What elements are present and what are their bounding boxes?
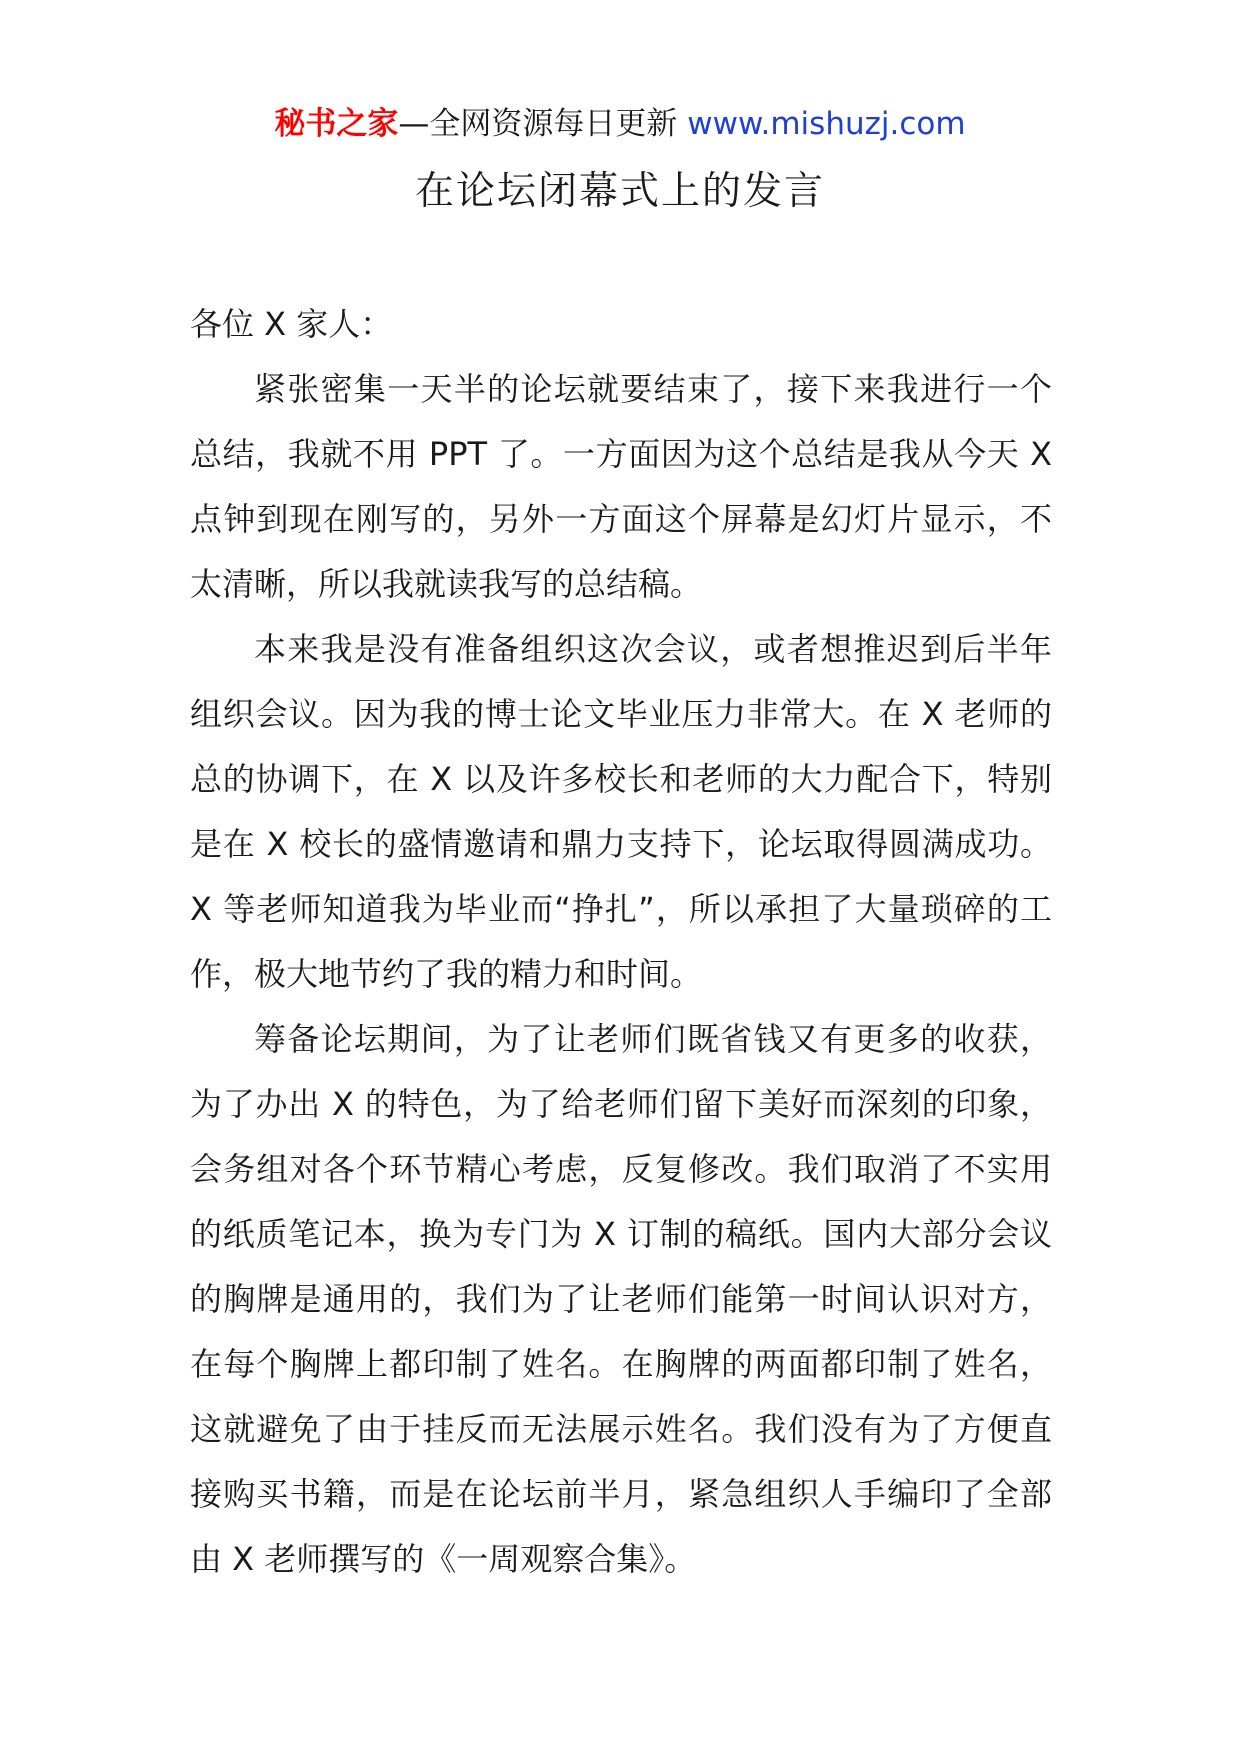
document-body	[190, 292, 1052, 1592]
site-header	[0, 102, 1240, 146]
salutation: 各位 X 家人：	[190, 305, 393, 343]
paragraph-1: 紧张密集一天半的论坛就要结束了，接下来我进行一个总结，我就不用 PPT 了。一方面因为这个总结是我从今天 X 点钟到现在刚写的，另外一方面这个屏幕是幻灯片显示，不太清晰，所以我就读我写的总结稿。	[190, 370, 1052, 603]
brand-name: 秘书之家	[274, 106, 399, 142]
document-title: 在论坛闭幕式上的发言	[414, 169, 825, 214]
paragraph-2: 本来我是没有准备组织这次会议，或者想推迟到后半年组织会议。因为我的博士论文毕业压力非常大。在 X 老师的总的协调下，在 X 以及许多校长和老师的大力配合下，特别是在 X 校长的盛情邀请和鼎力支持下，论坛取得圆满成功。X 等老师知道我为毕业而“挣扎”，所以承担了大量琐碎的工作，极大地节约了我的精力和时间。	[190, 630, 1052, 993]
header-slogan: —全网资源每日更新	[398, 106, 688, 142]
site-url-link[interactable]: www.mishuzj.com	[687, 106, 966, 142]
paragraph-3: 筹备论坛期间，为了让老师们既省钱又有更多的收获，为了办出 X 的特色，为了给老师们留下美好而深刻的印象，会务组对各个环节精心考虑，反复修改。我们取消了不实用的纸质笔记本，换为专门为 X 订制的稿纸。国内大部分会议的胸牌是通用的，我们为了让老师们能第一时间认识对方，在每个胸牌上都印制了姓名。在胸牌的两面都印制了姓名，这就避免了由于挂反而无法展示姓名。我们没有为了方便直接购买书籍，而是在论坛前半月，紧急组织人手编印了全部由 X 老师撰写的《一周观察合集》。	[190, 1020, 1052, 1578]
